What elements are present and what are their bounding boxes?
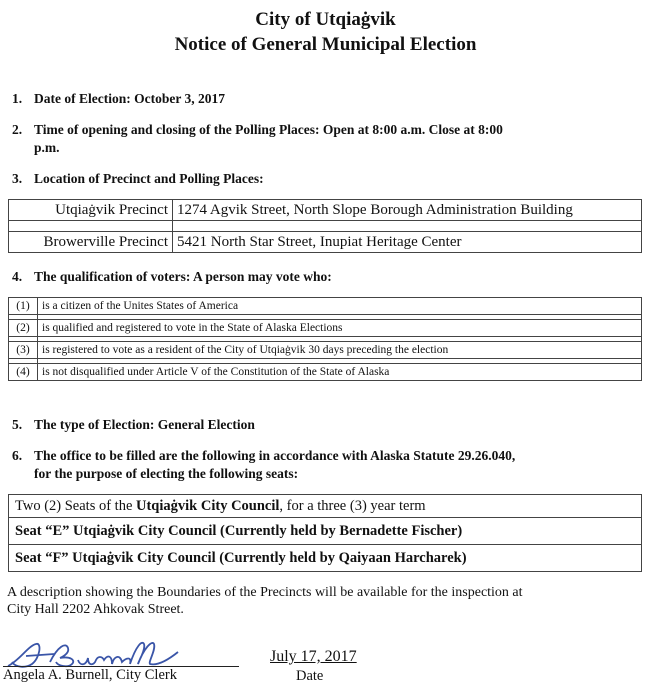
seats-summary-row	[9, 495, 642, 518]
qualification-number: (1)	[9, 298, 38, 315]
qualification-text: is registered to vote as a resident of the City of Utqiaġvik 30 days preceding the election	[38, 342, 642, 359]
item-text: Date of Election: October 3, 2017	[34, 91, 225, 106]
precinct-name: Browerville Precinct	[9, 232, 173, 253]
item-number: 6.	[12, 448, 23, 463]
item-1	[12, 90, 225, 108]
document-subtitle: Notice of General Municipal Election	[174, 34, 477, 55]
item-number: 1.	[12, 91, 23, 106]
precinct-name: Utqiaġvik Precinct	[9, 200, 173, 221]
item-6	[12, 447, 632, 483]
item-3	[12, 170, 264, 188]
qualification-row	[9, 342, 642, 359]
item-number: 5.	[12, 417, 23, 432]
item-text-line1: The office to be filled are the following in accordance with Alaska Statute 29.26.040,	[34, 448, 516, 463]
precinct-table	[8, 199, 642, 253]
item-text: The type of Election: General Election	[34, 417, 255, 432]
item-number: 4.	[12, 269, 23, 284]
seat-f: Seat “F” Utqiaġvik City Council (Currently held by Qaiyaan Harcharek)	[9, 545, 642, 572]
qualification-number: (3)	[9, 342, 38, 359]
item-text-line1: Time of opening and closing of the Polling Places: Open at 8:00 a.m. Close at 8:00	[34, 122, 503, 137]
qualification-text: is a citizen of the Unites States of America	[38, 298, 642, 315]
item-text-line2: p.m.	[34, 140, 60, 155]
item-5	[12, 416, 255, 434]
item-number: 3.	[12, 171, 23, 186]
item-4	[12, 268, 332, 286]
precinct-location: 1274 Agvik Street, North Slope Borough Administration Building	[173, 200, 642, 221]
document-title: City of Utqiaġvik	[255, 9, 396, 30]
seats-summary-prefix: Two (2) Seats of the	[15, 497, 136, 514]
qualification-text: is not disqualified under Article V of the Constitution of the State of Alaska	[38, 364, 642, 381]
council-name: Utqiaġvik City Council	[136, 497, 280, 514]
seat-row	[9, 545, 642, 572]
item-text: The qualification of voters: A person may vote who:	[34, 269, 332, 284]
item-text-line2: for the purpose of electing the following seats:	[34, 466, 299, 481]
qualifications-table	[8, 297, 642, 381]
seat-row	[9, 518, 642, 545]
qualification-number: (4)	[9, 364, 38, 381]
precinct-row	[9, 232, 642, 253]
item-text: Location of Precinct and Polling Places:	[34, 171, 264, 186]
signer-name: Angela A. Burnell, City Clerk	[3, 667, 177, 683]
qualification-row	[9, 298, 642, 315]
precinct-location: 5421 North Star Street, Inupiat Heritage Center	[173, 232, 642, 253]
qualification-text: is qualified and registered to vote in the State of Alaska Elections	[38, 320, 642, 337]
seats-table	[8, 494, 642, 572]
signature-date: July 17, 2017	[270, 648, 357, 665]
seats-summary-suffix: , for a three (3) year term	[279, 497, 426, 514]
date-label: Date	[296, 668, 324, 684]
precinct-row	[9, 200, 642, 221]
boundaries-description	[7, 584, 637, 618]
qualification-row	[9, 320, 642, 337]
description-line2: City Hall 2202 Ahkovak Street.	[7, 602, 184, 617]
item-2	[12, 121, 612, 157]
seats-summary	[9, 495, 642, 518]
item-number: 2.	[12, 122, 23, 137]
description-line1: A description showing the Boundaries of the Precincts will be available for the inspection at	[7, 585, 523, 600]
qualification-row	[9, 364, 642, 381]
seat-e: Seat “E” Utqiaġvik City Council (Currently held by Bernadette Fischer)	[9, 518, 642, 545]
table-spacer-row	[9, 221, 642, 232]
qualification-number: (2)	[9, 320, 38, 337]
